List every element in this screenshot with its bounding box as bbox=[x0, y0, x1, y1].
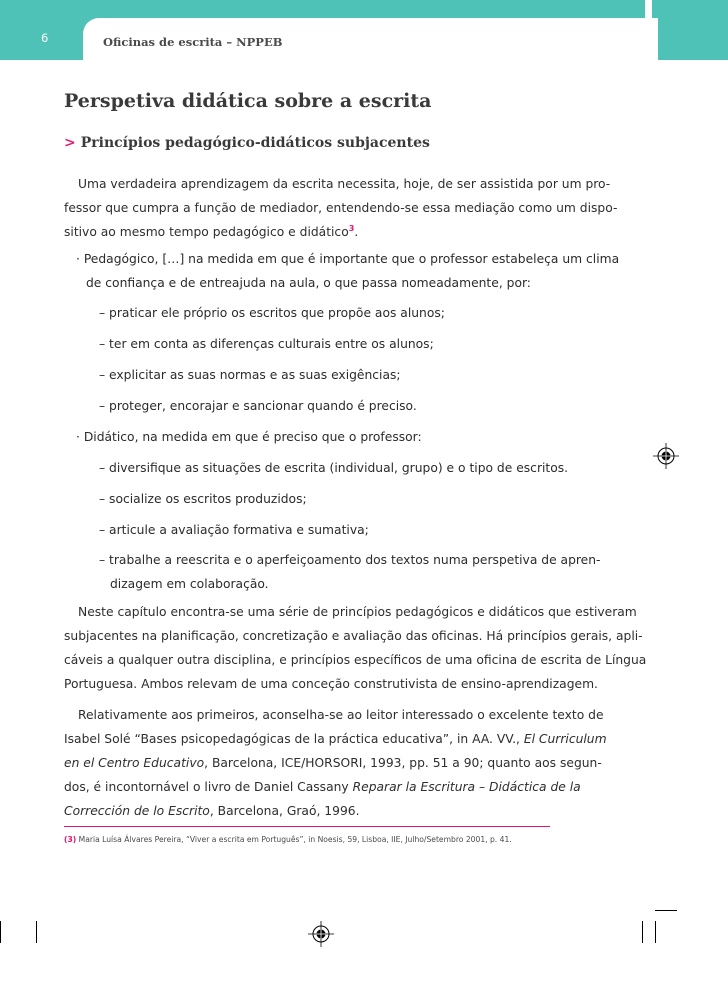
text-line bbox=[64, 799, 576, 823]
running-title: Oficinas de escrita – NPPEB bbox=[103, 35, 283, 49]
dash-item: – ter em conta as diferenças culturais entre os alunos; bbox=[99, 337, 434, 351]
bullet-line: · Pedagógico, […] na medida em que é importante que o professor estabeleça um clima bbox=[76, 252, 620, 266]
text-line: cáveis a qualquer outra disciplina, e princípios específicos de uma oficina de escrita de Língua bbox=[64, 653, 647, 667]
book-title: El Curriculum bbox=[523, 732, 607, 746]
section-title: Perspetiva didática sobre a escrita bbox=[64, 90, 432, 112]
header-band-right bbox=[658, 0, 728, 60]
dash-item: – socialize os escritos produzidos; bbox=[99, 492, 307, 506]
text-line bbox=[64, 220, 576, 244]
dash-item bbox=[99, 548, 601, 596]
text-line: Portuguesa. Ambos relevam de uma conceção construtivista de ensino-aprendizagem. bbox=[64, 677, 598, 691]
crop-mark bbox=[655, 910, 677, 911]
paragraph-chapter bbox=[64, 600, 647, 696]
registration-mark-icon bbox=[653, 443, 679, 469]
crop-mark bbox=[642, 921, 643, 943]
intro-paragraph bbox=[64, 172, 618, 244]
crop-mark bbox=[655, 921, 656, 943]
text-fragment: Isabel Solé “Bases psicopedagógicas de la práctica educativa”, in AA. VV., bbox=[64, 732, 524, 746]
dash-item: – articule a avaliação formativa e sumativa; bbox=[99, 523, 369, 537]
text-fragment: dos, é incontornável o livro de Daniel Cassany bbox=[64, 780, 353, 794]
text-fragment: , Barcelona, Graó, 1996. bbox=[209, 804, 360, 818]
footnote bbox=[64, 835, 512, 844]
bullet-line: de confiança e de entreajuda na aula, o que passa nomeadamente, por: bbox=[86, 276, 531, 290]
text-line: Uma verdadeira aprendizagem da escrita necessita, hoje, de ser assistida por um pro- bbox=[78, 177, 611, 191]
dash-line: – trabalhe a reescrita e o aperfeiçoamento dos textos numa perspetiva de apren- bbox=[99, 553, 601, 567]
book-title: Corrección de lo Escrito bbox=[64, 804, 210, 818]
dash-line: dizagem em colaboração. bbox=[110, 577, 269, 591]
footnote-mark: (3) bbox=[64, 835, 77, 844]
dash-item: – praticar ele próprio os escritos que propõe aos alunos; bbox=[99, 306, 445, 320]
subtitle-text: Princípios pedagógico-didáticos subjacentes bbox=[80, 135, 430, 151]
header-tab bbox=[83, 18, 658, 60]
header-notch bbox=[645, 0, 652, 20]
text-fragment: . bbox=[354, 225, 359, 239]
book-title: Reparar la Escritura – Didáctica de la bbox=[352, 780, 581, 794]
text-line bbox=[64, 775, 581, 799]
crop-mark bbox=[0, 921, 1, 943]
footnote-ref: 3 bbox=[348, 223, 355, 233]
text-line: subjacentes na planificação, concretização e avaliação das oficinas. Há princípios gerais, apli- bbox=[64, 629, 643, 643]
book-title: en el Centro Educativo bbox=[64, 756, 205, 770]
text-line bbox=[64, 727, 607, 751]
bullet-didatico bbox=[76, 425, 576, 449]
paragraph-references bbox=[64, 703, 607, 823]
text-fragment: , Barcelona, ICE/HORSORI, 1993, pp. 51 a 90; quanto aos segun- bbox=[204, 756, 602, 770]
text-line: Neste capítulo encontra-se uma série de princípios pedagógicos e didáticos que estiveram bbox=[78, 605, 637, 619]
crop-mark bbox=[36, 921, 37, 943]
registration-mark-icon bbox=[308, 921, 334, 947]
text-line bbox=[64, 751, 602, 775]
subtitle-marker: > bbox=[64, 135, 76, 151]
footnote-divider bbox=[64, 826, 550, 827]
dash-item: – proteger, encorajar e sancionar quando é preciso. bbox=[99, 399, 417, 413]
dash-item: – diversifique as situações de escrita (individual, grupo) e o tipo de escritos. bbox=[99, 461, 569, 475]
bullet-line: · Didático, na medida em que é preciso que o professor: bbox=[76, 430, 422, 444]
text-line: Relativamente aos primeiros, aconselha-se ao leitor interessado o excelente texto de bbox=[78, 708, 604, 722]
bullet-pedagogico bbox=[76, 247, 620, 295]
text-line: fessor que cumpra a função de mediador, entendendo-se essa mediação como um dispo- bbox=[64, 201, 618, 215]
dash-item: – explicitar as suas normas e as suas exigências; bbox=[99, 368, 401, 382]
footnote-text: Maria Luísa Álvares Pereira, “Viver a escrita em Português”, in Noesis, 59, Lisboa, IIE, Julho/Setembro 2001, p. 41. bbox=[76, 835, 512, 844]
text-fragment: sitivo ao mesmo tempo pedagógico e didático bbox=[64, 225, 349, 239]
page-number: 6 bbox=[41, 31, 49, 45]
section-subtitle bbox=[64, 135, 430, 151]
